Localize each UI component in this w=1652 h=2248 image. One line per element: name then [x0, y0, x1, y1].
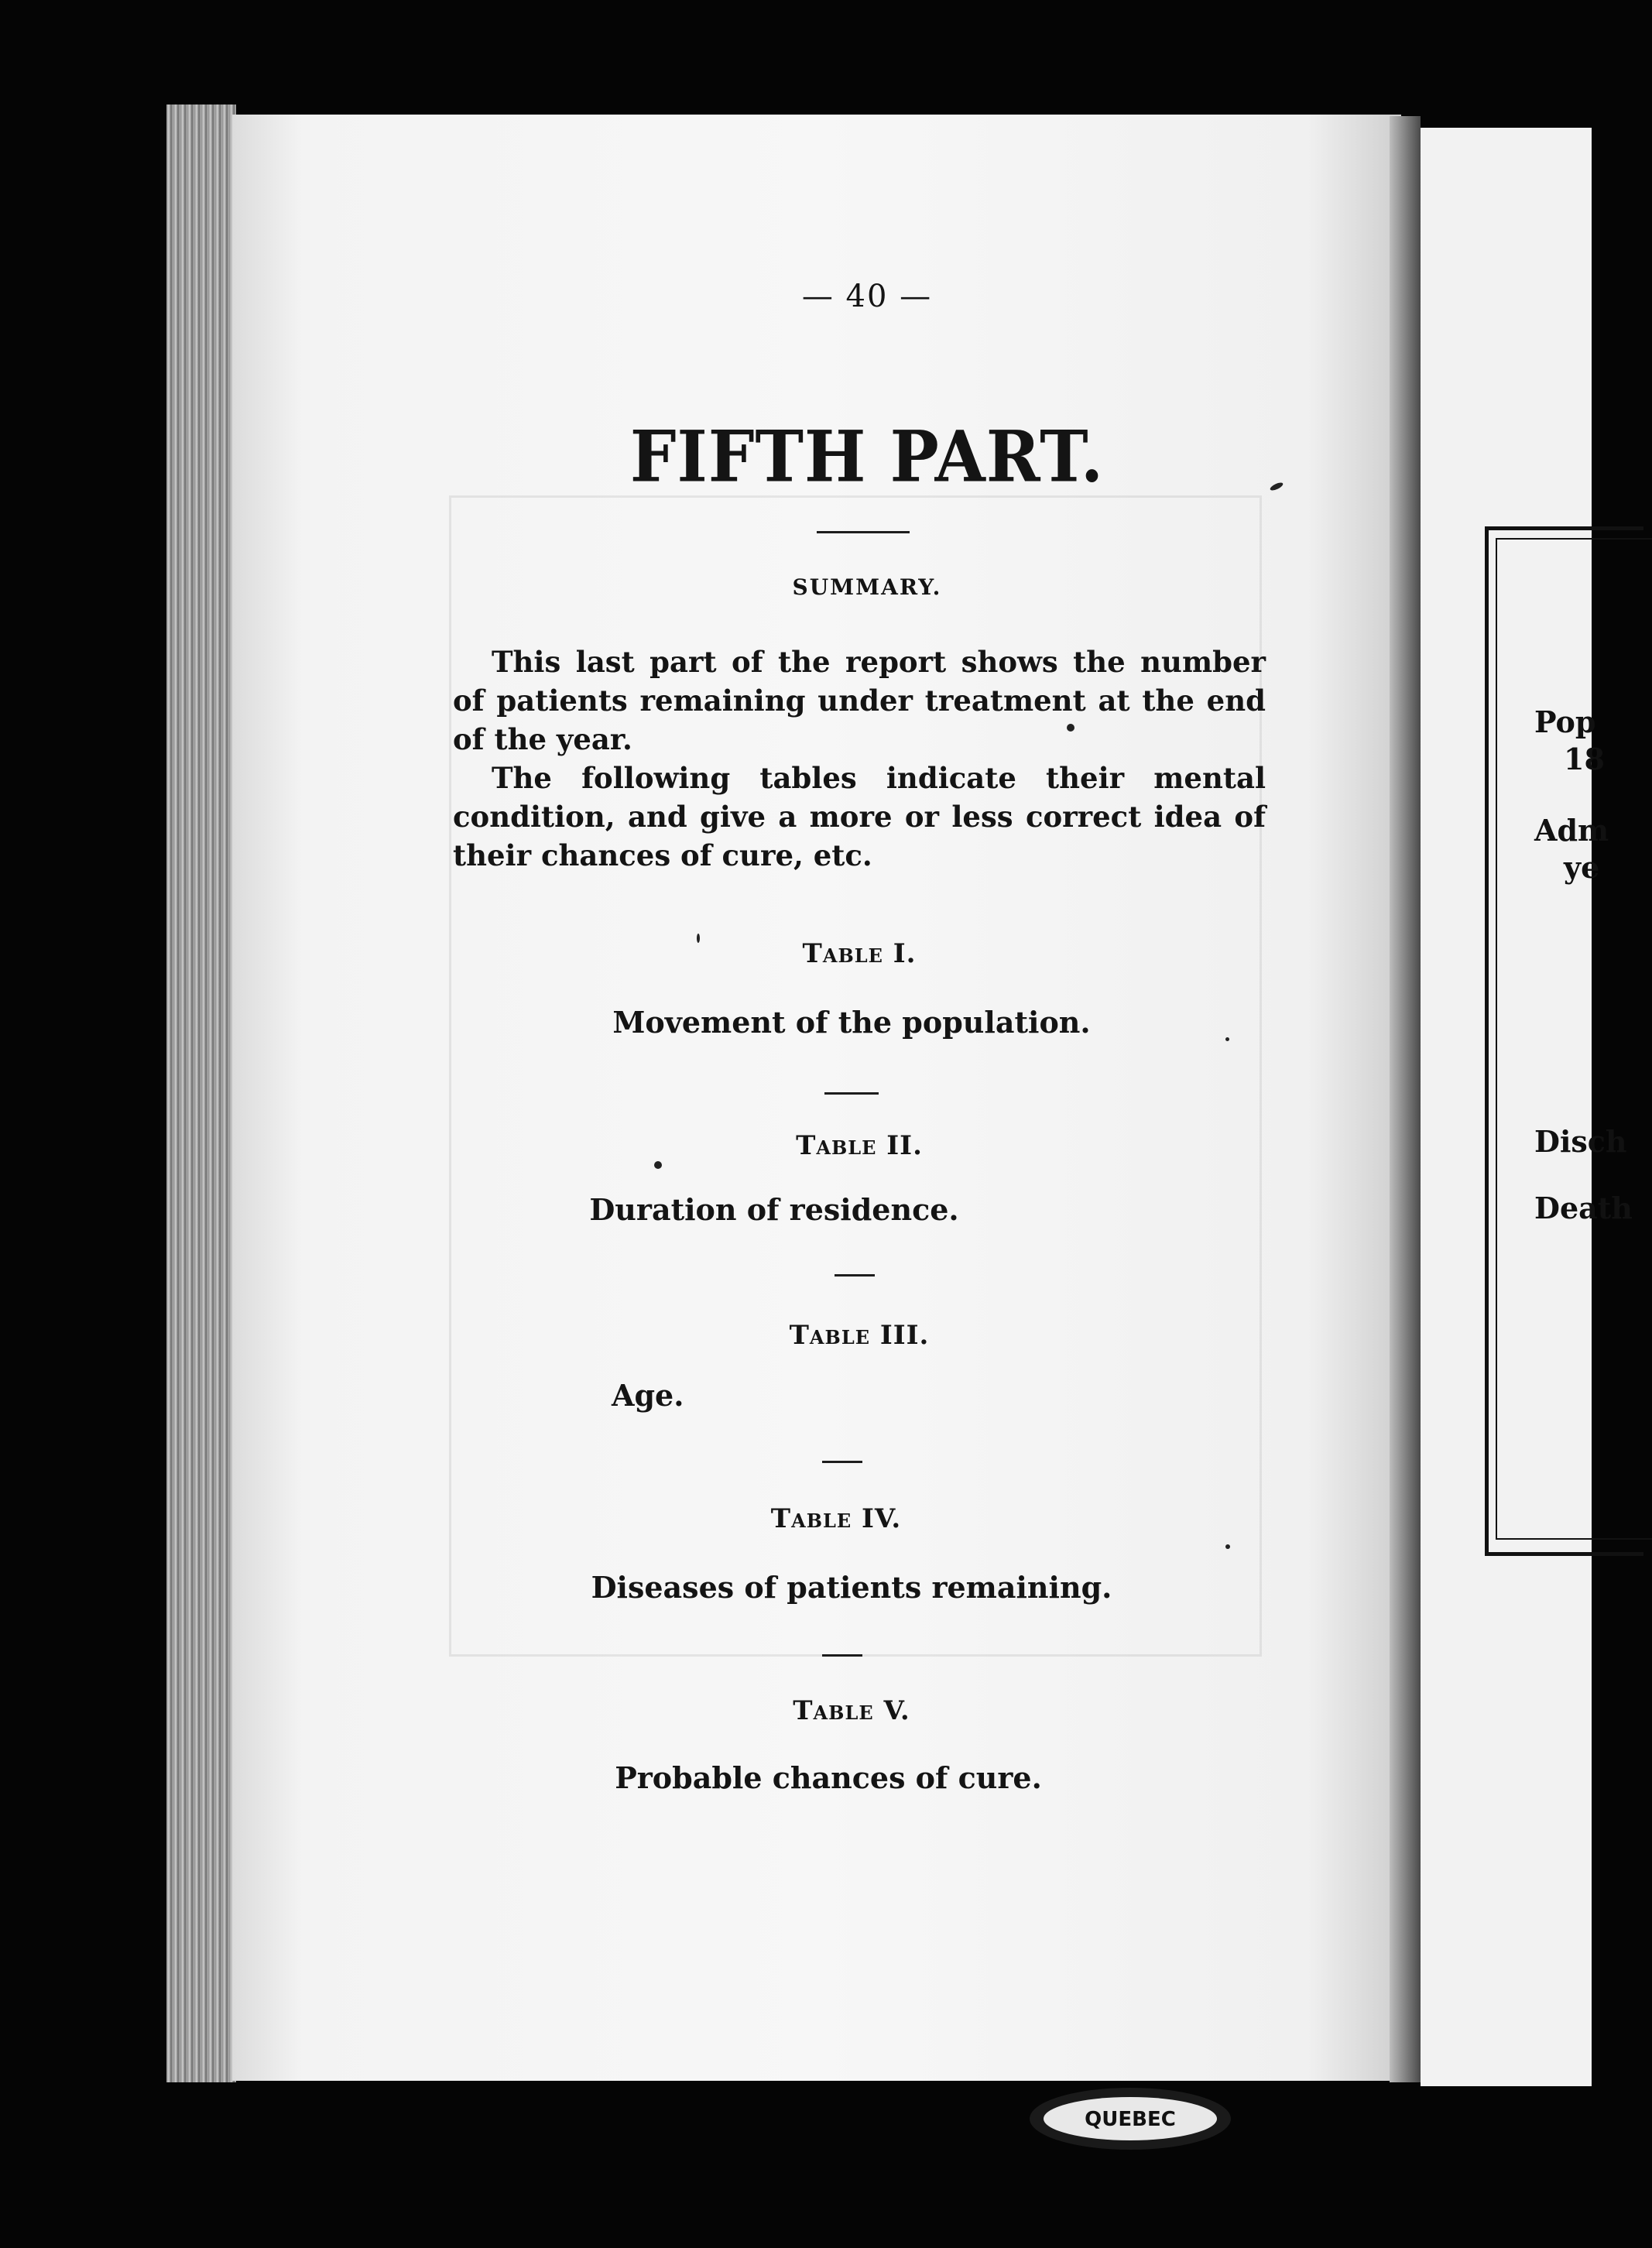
table-3-caption: Age. — [612, 1378, 684, 1413]
summary-paragraph-2: The following tables indicate their mental condition, and give a more or less correct idea of their chances of cure, etc. — [453, 761, 1266, 872]
facing-fragment-adm: Adm — [1534, 813, 1609, 848]
table-4-heading: Table IV. — [770, 1503, 902, 1534]
table-1-rule — [824, 1092, 879, 1095]
table-5-heading: Table V. — [793, 1695, 910, 1726]
ink-speck — [697, 934, 700, 943]
book-page-edges — [166, 105, 236, 2082]
table-1-heading: Table I. — [802, 938, 917, 969]
facing-fragment-year: 18 — [1564, 742, 1605, 776]
facing-table-inner-border — [1496, 538, 1652, 1540]
table-4-caption: Diseases of patients remaining. — [591, 1570, 1112, 1605]
library-stamp — [1026, 2082, 1235, 2156]
summary-body — [453, 643, 1266, 875]
facing-fragment-death: Death — [1534, 1191, 1633, 1225]
ink-speck — [1225, 1037, 1229, 1041]
facing-fragment-ye: ye — [1564, 850, 1600, 885]
ink-speck — [654, 1161, 662, 1169]
table-2-rule — [835, 1274, 875, 1276]
table-4-rule — [822, 1654, 862, 1657]
table-5-caption: Probable chances of cure. — [615, 1760, 1042, 1795]
summary-paragraph-1: This last part of the report shows the number of patients remaining under treatment at the end of the year. — [453, 645, 1266, 756]
facing-fragment-disch: Disch — [1534, 1124, 1627, 1159]
table-3-rule — [822, 1461, 862, 1463]
book-gutter — [1390, 116, 1421, 2082]
table-2-caption: Duration of residence. — [589, 1192, 959, 1227]
part-title: FIFTH PART. — [629, 415, 1105, 498]
stamp-text: QUEBEC — [1085, 2108, 1176, 2131]
table-1-caption: Movement of the population. — [612, 1005, 1091, 1040]
page-number: — 40 — — [801, 279, 933, 314]
facing-fragment-pop: Pop — [1534, 704, 1596, 739]
ink-speck — [1225, 1544, 1230, 1549]
title-rule — [817, 531, 910, 533]
table-3-heading: Table III. — [789, 1320, 930, 1351]
table-2-heading: Table II. — [796, 1130, 923, 1161]
ink-speck — [1067, 724, 1074, 732]
summary-heading: SUMMARY. — [792, 574, 942, 600]
